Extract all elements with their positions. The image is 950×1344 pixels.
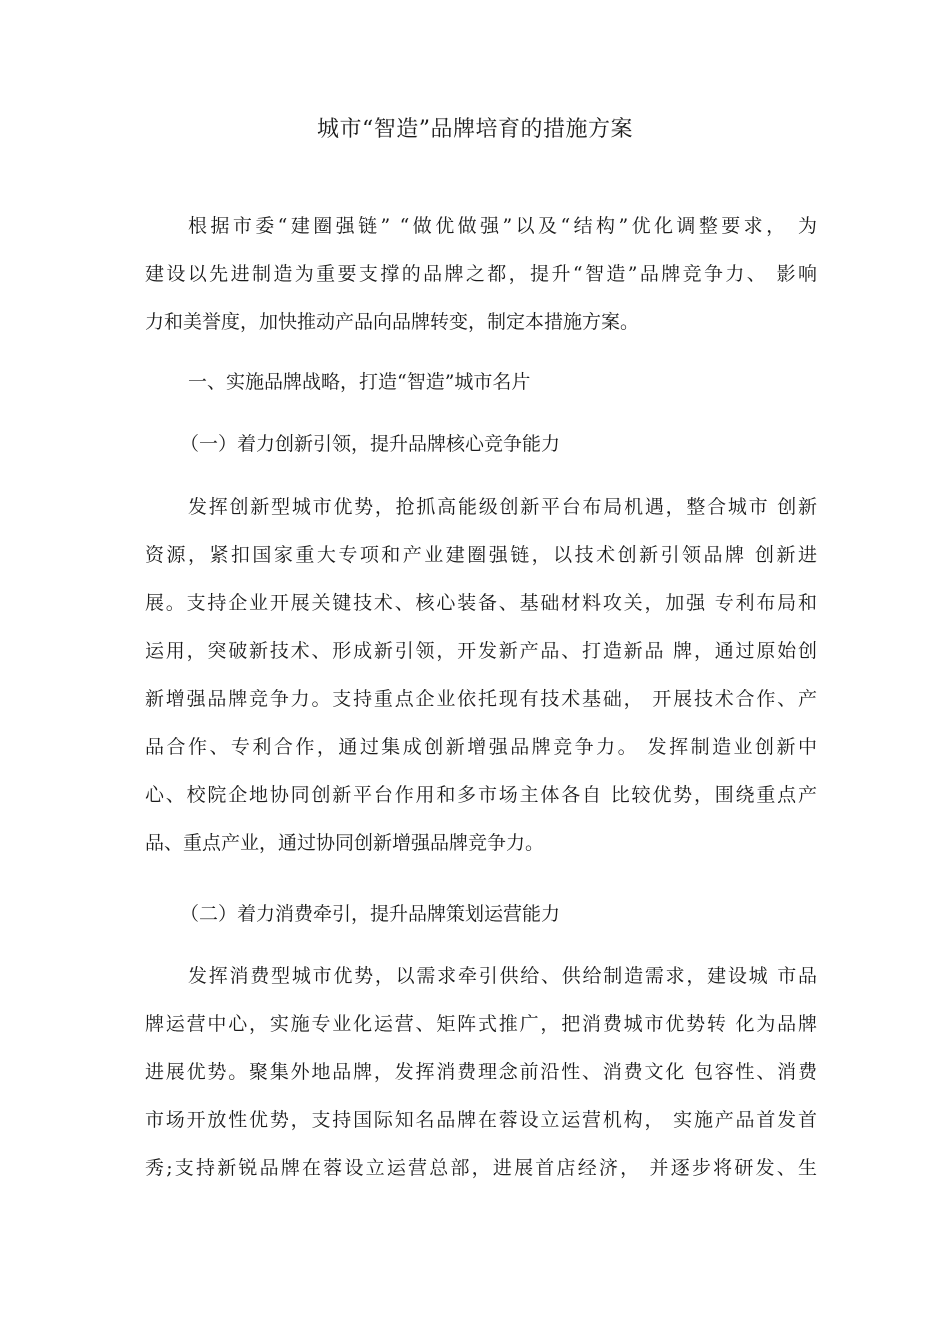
- body-line: 展。支持企业开展关键技术、核心装备、基础材料攻关，加强 专利布局和: [145, 592, 817, 614]
- body-line: 市场开放性优势，支持国际知名品牌在蓉设立运营机构， 实施产品首发首: [145, 1109, 817, 1131]
- body-line: 运用，突破新技术、形成新引领，开发新产品、打造新品 牌，通过原始创: [145, 640, 817, 662]
- body-line: 进展优势。聚集外地品牌，发挥消费理念前沿性、消费文化 包容性、消费: [145, 1061, 817, 1083]
- intro-line: 力和美誉度，加快推动产品向品牌转变，制定本措施方案。: [145, 311, 640, 333]
- body-line: 品、重点产业，通过协同创新增强品牌竞争力。: [145, 832, 545, 854]
- body-line: 心、校院企地协同创新平台作用和多市场主体各自 比较优势，围绕重点产: [145, 784, 817, 806]
- body-line: 新增强品牌竞争力。支持重点企业依托现有技术基础， 开展技术合作、产: [145, 688, 817, 710]
- subsection-heading: （一）着力创新引领，提升品牌核心竞争能力: [180, 433, 561, 455]
- body-line: 牌运营中心，实施专业化运营、矩阵式推广，把消费城市优势转 化为品牌: [145, 1013, 817, 1035]
- body-line: 秀;支持新锐品牌在蓉设立运营总部，进展首店经济， 并逐步将研发、生: [145, 1157, 817, 1179]
- body-line: 发挥创新型城市优势，抢抓高能级创新平台布局机遇，整合城市 创新: [188, 496, 817, 518]
- body-line: 资源，紧扣国家重大专项和产业建圈强链，以技术创新引领品牌 创新进: [145, 544, 817, 566]
- intro-line: 根据市委“建圈强链” “做优做强”以及“结构”优化调整要求， 为: [188, 215, 817, 237]
- document-title: 城市“智造”品牌培育的措施方案: [317, 117, 633, 142]
- body-line: 品合作、专利合作，通过集成创新增强品牌竞争力。 发挥制造业创新中: [145, 736, 817, 758]
- section-heading: 一、实施品牌战略，打造“智造”城市名片: [188, 371, 531, 393]
- subsection-heading: （二）着力消费牵引，提升品牌策划运营能力: [180, 903, 561, 925]
- intro-line: 建设以先进制造为重要支撑的品牌之都，提升“智造”品牌竞争力、 影响: [145, 263, 817, 285]
- body-line: 发挥消费型城市优势，以需求牵引供给、供给制造需求，建设城 市品: [188, 965, 817, 987]
